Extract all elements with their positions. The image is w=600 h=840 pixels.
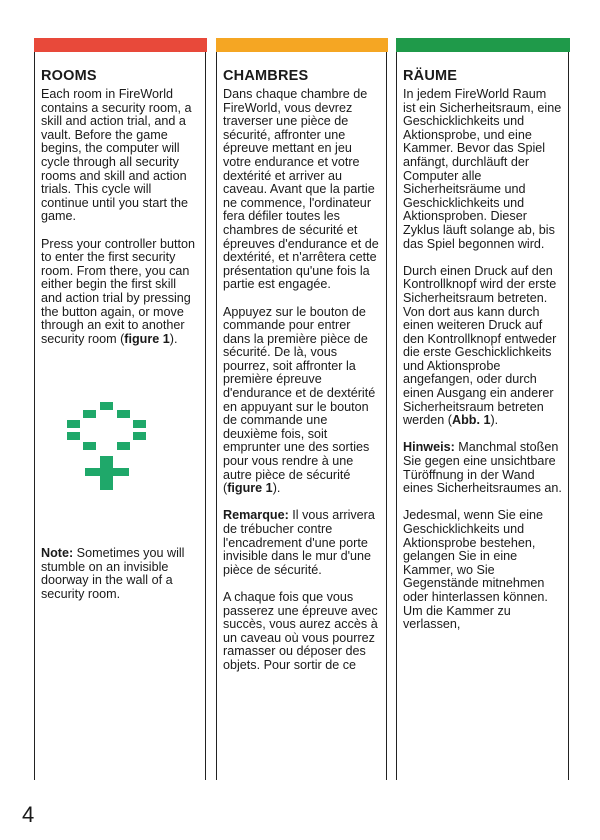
german-color-bar xyxy=(396,38,570,52)
page-number: 4 xyxy=(22,802,35,827)
german-note: Hinweis: Manchmal stoßen Sie gegen eine unsichtbare Türöffnung in der Wand eines Sicherheitsraumes an. xyxy=(403,440,562,496)
german-paragraph-1: In jedem FireWorld Raum ist ein Sicherheitsraum, eine Geschicklichkeits und Aktionsprobe, und eine Kammer. Bevor das Spiel anfängt, durchläuft der Computer alle Sicherheitsräume und Geschicklichkeits und Aktionsproben. Dieser Zyklus läuft solange ab, bis das Spiel begonnen wird. xyxy=(403,87,562,251)
french-paragraph-1: Dans chaque chambre de FireWorld, vous devrez traverser une pièce de sécurité, affronter une épreuve mettant en jeu votre endurance et votre dextérité et arriver au caveau. Avant que la partie ne commence, l'ordinateur fera défiler toutes les chambres de sécurité et épreuves d'endurance et de dextérité, et n'arrêtera cette présentation qu'une fois la partie est engagée. xyxy=(223,87,379,292)
english-heading: ROOMS xyxy=(41,68,97,84)
french-figure-ref: figure 1 xyxy=(227,481,273,496)
pixel-figure-icon xyxy=(67,402,147,492)
french-heading: CHAMBRES xyxy=(223,68,309,84)
french-color-bar xyxy=(216,38,388,52)
english-figure-ref: figure 1 xyxy=(124,331,170,346)
figure-1-security-room-diagram xyxy=(67,402,199,497)
french-column xyxy=(216,38,387,780)
english-column xyxy=(34,38,206,780)
german-paragraph-2: Durch einen Druck auf den Kontrollknopf wird der erste Sicherheitsraum betreten. Von dort aus kann durch einen weiteren Druck auf den Kontrollknopf entweder die erste Geschicklichkeits und Aktionsprobe angefangen, oder durch einen Ausgang ein anderer Sicherheitsraum betreten werden (Abb. 1). xyxy=(403,263,557,428)
french-note: Remarque: Il vous arrivera de trébucher contre l'encadrement d'une porte invisible dans le mur d'une pièce de sécurité. xyxy=(223,508,375,577)
german-paragraph-4: Jedesmal, wenn Sie eine Geschicklichkeits und Aktionsprobe bestehen, gelangen Sie in eine Kammer, wo Sie Gegenstände mitnehmen oder hinterlassen können. Um die Kammer zu verlassen, xyxy=(403,508,548,632)
french-paragraph-2: Appuyez sur le bouton de commande pour entrer dans la première pièce de sécurité. De là, vous pourrez, soit affronter la première épreuve d'endurance et de dextérité en appuyant sur le bouton de commande une deuxième fois, soit emprunter une des sorties pour vous rendre à une autre pièce de sécurité (figure 1). xyxy=(223,304,376,496)
french-paragraph-4: A chaque fois que vous passerez une épreuve avec succès, vous aurez accès à un caveau où vous pourrez ramasser ou déposer des objets. Pour sortir de ce xyxy=(223,589,378,672)
german-column xyxy=(396,38,569,780)
english-paragraph-1: Each room in FireWorld contains a security room, a skill and action trial, and a vault. Before the game begins, the computer will cycle through all security rooms and skill and action trials. This cycle will continue until you start the game. xyxy=(41,87,192,224)
english-color-bar xyxy=(34,38,207,52)
english-note: Note: Sometimes you will stumble on an invisible doorway in the wall of a security room. xyxy=(41,546,185,602)
english-paragraph-2: Press your controller button to enter the first security room. From there, you can either begin the first skill and action trial by pressing the button again, or move through an exit to another security room (figure 1). xyxy=(41,236,195,346)
german-figure-ref: Abb. 1 xyxy=(452,413,491,428)
german-heading: RÄUME xyxy=(403,68,458,84)
